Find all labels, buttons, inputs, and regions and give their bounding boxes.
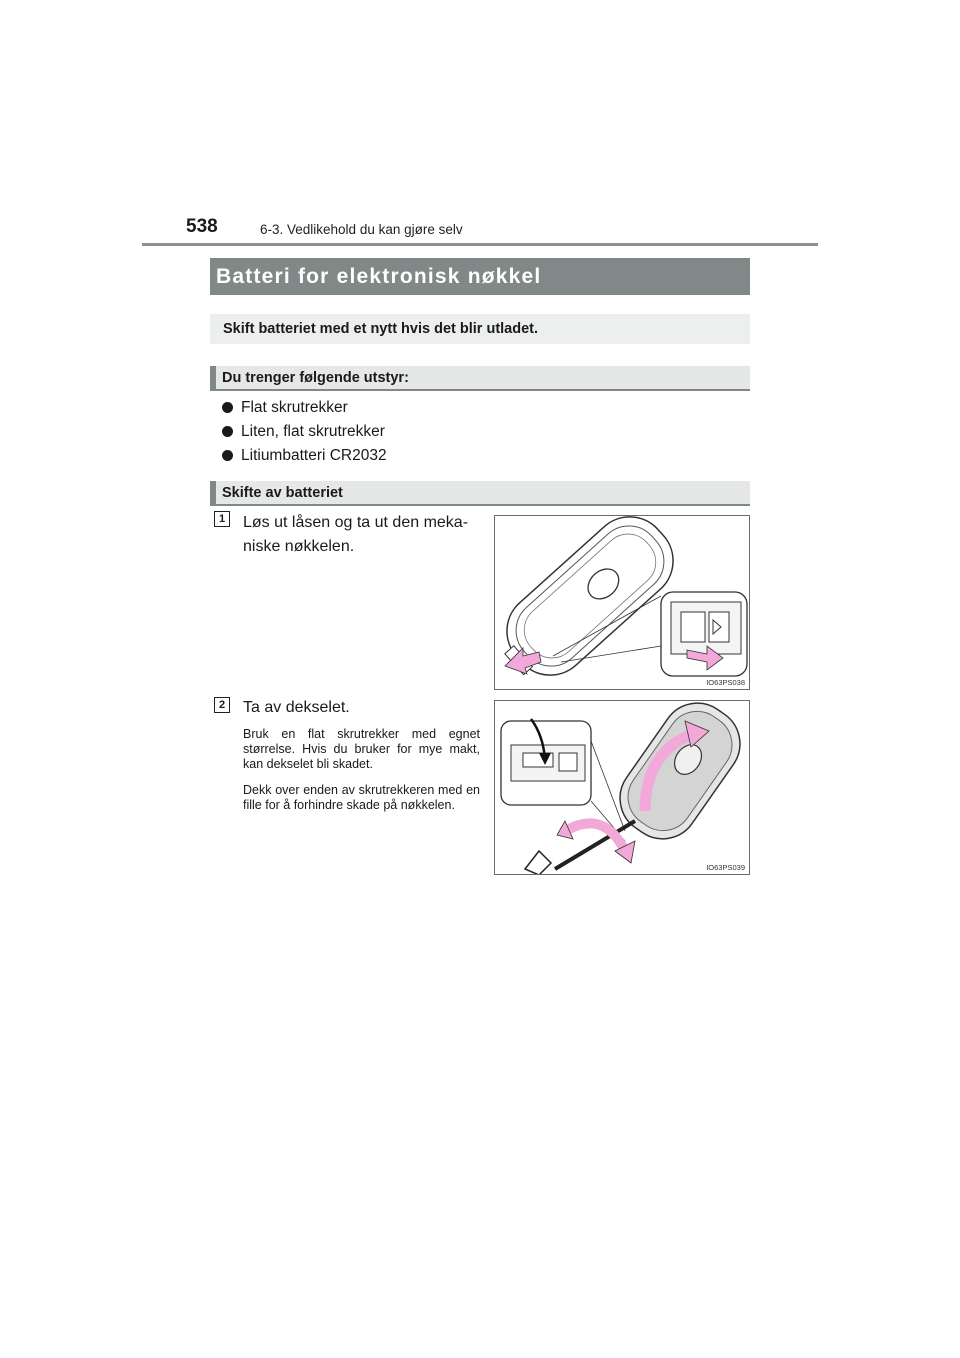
section-reference: 6-3. Vedlikehold du kan gjøre selv bbox=[260, 222, 463, 237]
list-item-label: Litiumbatteri CR2032 bbox=[241, 447, 387, 464]
page-number: 538 bbox=[186, 216, 218, 237]
list-item-label: Flat skrutrekker bbox=[241, 399, 348, 416]
figure-code: IO63PS038 bbox=[706, 678, 745, 687]
step-1-text: Løs ut låsen og ta ut den meka- niske nøkkelen. bbox=[243, 514, 469, 555]
list-item bbox=[222, 398, 387, 422]
list-item-label: Liten, flat skrutrekker bbox=[241, 423, 385, 440]
equipment-list bbox=[222, 398, 387, 470]
list-item bbox=[222, 446, 387, 470]
step-1-badge: 1 bbox=[214, 511, 230, 527]
replace-heading: Skifte av batteriet bbox=[210, 481, 750, 506]
step-2-badge: 2 bbox=[214, 697, 230, 713]
page-title: Batteri for elektronisk nøkkel bbox=[210, 258, 750, 295]
bullet-icon bbox=[222, 402, 233, 413]
step-2-text: Ta av dekselet. bbox=[243, 699, 350, 716]
step-2-figure bbox=[494, 700, 750, 875]
step-1-figure bbox=[494, 515, 750, 690]
header-rule bbox=[142, 243, 818, 246]
figure-code: IO63PS039 bbox=[706, 863, 745, 872]
bullet-icon bbox=[222, 426, 233, 437]
step-2-note-1: Bruk en flat skrutrekker med egnet størrelse. Hvis du bruker for mye makt, kan dekselet bli skadet. bbox=[243, 727, 480, 771]
list-item bbox=[222, 422, 387, 446]
bullet-icon bbox=[222, 450, 233, 461]
equipment-heading: Du trenger følgende utstyr: bbox=[210, 366, 750, 391]
step-2-note-2: Dekk over enden av skrutrekkeren med en fille for å forhindre skade på nøkkelen. bbox=[243, 783, 480, 812]
intro-box: Skift batteriet med et nytt hvis det blir utladet. bbox=[210, 314, 750, 344]
